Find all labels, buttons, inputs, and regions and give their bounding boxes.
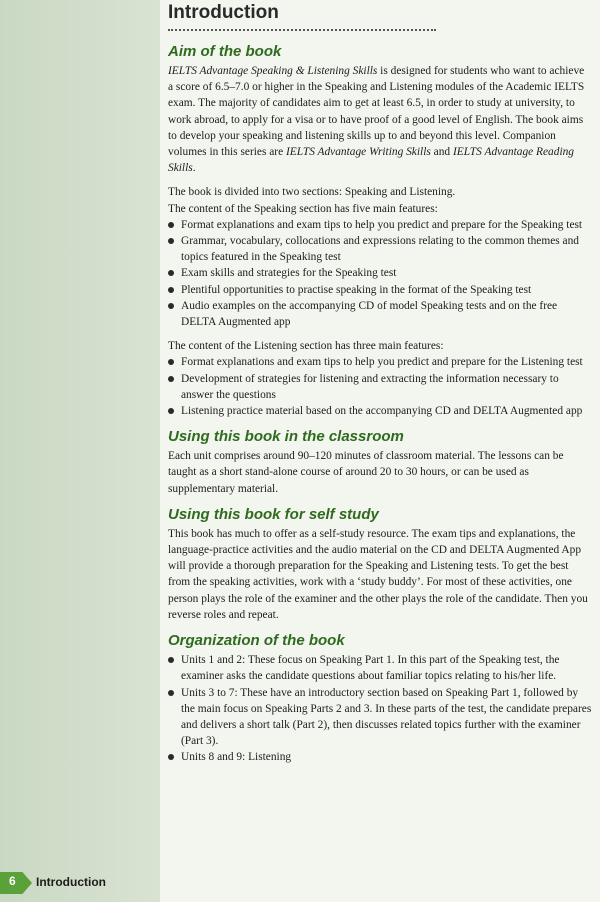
bullet-icon [168, 359, 174, 365]
section-heading-self-study: Using this book for self study [168, 505, 379, 523]
list-item: Units 1 and 2: These focus on Speaking Part 1. In this part of the Speaking test, the examiner asks the candidate questions about familiar topics relating to his/her life. [168, 652, 592, 684]
list-item: Format explanations and exam tips to help you predict and prepare for the Speaking test [168, 217, 592, 233]
section-heading-classroom: Using this book in the classroom [168, 428, 404, 446]
footer-label: Introduction [36, 875, 106, 889]
aim-paragraph [168, 63, 592, 176]
list-item: Audio examples on the accompanying CD of model Speaking tests and on the free DELTA Augmented app [168, 298, 592, 330]
bullet-icon [168, 287, 174, 293]
speaking-features-list [168, 217, 592, 330]
bullet-icon [168, 270, 174, 276]
bullet-icon [168, 408, 174, 414]
sections-paragraph: The book is divided into two sections: Speaking and Listening. [168, 186, 456, 199]
bullet-icon [168, 657, 174, 663]
page-title: Introduction [168, 2, 279, 23]
section-heading-aim: Aim of the book [168, 43, 282, 60]
list-item: Units 8 and 9: Listening [168, 749, 592, 765]
page-number: 6 [9, 874, 16, 888]
bullet-icon [168, 754, 174, 760]
list-item: Format explanations and exam tips to help you predict and prepare for the Listening test [168, 354, 592, 370]
content-column [168, 38, 592, 774]
aim-text-and: and [430, 146, 453, 159]
book-title-reading: IELTS Advantage Reading Skills [168, 146, 575, 175]
list-item: Plentiful opportunities to practise speaking in the format of the Speaking test [168, 282, 592, 298]
speaking-intro: The content of the Speaking section has five main features: [168, 202, 438, 215]
bullet-icon [168, 238, 174, 244]
listening-intro: The content of the Listening section has three main features: [168, 340, 444, 353]
bullet-icon [168, 690, 174, 696]
classroom-paragraph: Each unit comprises around 90–120 minutes of classroom material. The lessons can be taught as a short stand-alone course of around 20 to 30 hours, or can be used as supplementary material. [168, 450, 564, 495]
list-item: Grammar, vocabulary, collocations and expressions relating to the common themes and topics featured in the Speaking test [168, 233, 592, 265]
aim-text-end: . [192, 162, 196, 175]
section-heading-organization: Organization of the book [168, 632, 345, 650]
aim-text: is designed for students who want to achieve a score of 6.5–7.0 or higher in the Speaking and Listening modules of the Academic IELTS exam. The majority of candidates aim to get at least 6.5, in order to study at university, to work abroad, to apply for a visa or to have proof of a good level of English. The book aims to develop your speaking and listening skills up to and beyond this level. Companion volumes in this series are [168, 65, 585, 159]
bullet-icon [168, 376, 174, 382]
bullet-icon [168, 303, 174, 309]
bullet-icon [168, 222, 174, 228]
self-study-paragraph: This book has much to offer as a self-study resource. The exam tips and explanations, the language-practice activities and the audio material on the CD and DELTA Augmented App will provide a thorough preparation for the Speaking and Listening tests. To get the best from the speaking activities, work with a ‘study buddy’. For most of these activities, one person plays the role of the examiner and the other plays the role of the candidate. Then you reverse roles and repeat. [168, 527, 588, 621]
book-title-speaking-listening: IELTS Advantage Speaking & Listening Skills [168, 65, 378, 77]
book-title-writing: IELTS Advantage Writing Skills [286, 146, 431, 159]
listening-features-list [168, 354, 592, 419]
list-item: Exam skills and strategies for the Speaking test [168, 265, 592, 281]
organization-list [168, 652, 592, 765]
dotted-divider [168, 29, 436, 31]
list-item: Development of strategies for listening and extracting the information necessary to answer the questions [168, 371, 592, 403]
list-item: Listening practice material based on the accompanying CD and DELTA Augmented app [168, 403, 592, 419]
list-item: Units 3 to 7: These have an introductory section based on Speaking Part 1, followed by the main focus on Speaking Parts 2 and 3. In these parts of the test, the candidate prepares and delivers a short talk (Part 2), then discusses related topics further with the examiner (Part 3). [168, 685, 592, 750]
background-bleed-left [0, 0, 160, 902]
